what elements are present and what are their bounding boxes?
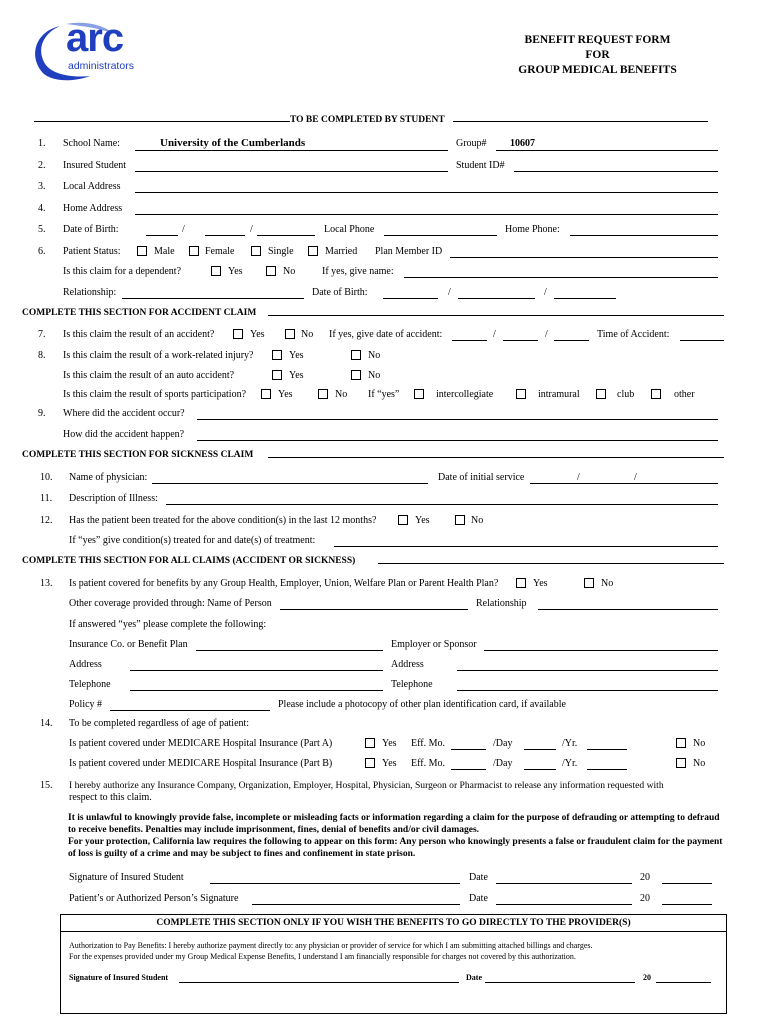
employer-telephone-label: Telephone	[391, 679, 433, 690]
relationship-label: Relationship:	[63, 287, 117, 298]
yr-label: /Yr.	[562, 738, 578, 749]
no-label: No	[471, 515, 484, 526]
local-address-label: Local Address	[63, 181, 121, 192]
medicare-a-day[interactable]	[524, 749, 556, 750]
student-id-field[interactable]	[514, 171, 718, 172]
sports-no-checkbox[interactable]	[318, 389, 328, 399]
work-injury-no-checkbox[interactable]	[351, 350, 361, 360]
q10-number: 10.	[40, 472, 53, 483]
married-checkbox[interactable]	[308, 246, 318, 256]
insured-student-label: Insured Student	[63, 160, 127, 171]
form-title-line2: FOR	[585, 49, 610, 61]
accident-time-label: Time of Accident:	[597, 329, 670, 340]
medicare-b-label: Is patient covered under MEDICARE Hospital Insurance (Part B)	[69, 758, 333, 769]
work-injury-question: Is this claim the result of a work-related injury?	[63, 350, 254, 361]
male-checkbox[interactable]	[137, 246, 147, 256]
intercollegiate-label: intercollegiate	[436, 389, 494, 400]
yes-label: Yes	[289, 370, 304, 381]
accident-location-field[interactable]	[197, 419, 718, 420]
insured-signature-date[interactable]	[496, 883, 632, 884]
patient-status-label: Patient Status:	[63, 246, 121, 257]
relationship-field[interactable]	[122, 298, 304, 299]
yes-label: Yes	[382, 758, 397, 769]
patient-signature-date[interactable]	[496, 904, 632, 905]
q11-number: 11.	[40, 493, 53, 504]
q9-number: 9.	[38, 408, 46, 419]
intramural-label: intramural	[538, 389, 580, 400]
form-title-line1: BENEFIT REQUEST FORM	[524, 34, 671, 46]
treated-question: Has the patient been treated for the above condition(s) in the last 12 months?	[69, 515, 377, 526]
no-label: No	[335, 389, 348, 400]
insurance-co-label: Insurance Co. or Benefit Plan	[69, 639, 188, 650]
initial-service-label: Date of initial service	[438, 472, 525, 483]
q8-number: 8.	[38, 350, 46, 361]
treated-no-checkbox[interactable]	[455, 515, 465, 525]
q13-number: 13.	[40, 578, 53, 589]
male-label: Male	[154, 246, 175, 257]
initial-service-field[interactable]	[530, 483, 718, 484]
dob-day-field[interactable]	[205, 235, 245, 236]
medicare-a-month[interactable]	[451, 749, 486, 750]
logo-text: arc	[66, 16, 124, 60]
plan-member-id-label: Plan Member ID	[375, 246, 443, 257]
single-checkbox[interactable]	[251, 246, 261, 256]
provider-section	[60, 914, 727, 1014]
insurance-address-field[interactable]	[130, 670, 383, 671]
work-injury-yes-checkbox[interactable]	[272, 350, 282, 360]
intramural-checkbox[interactable]	[516, 389, 526, 399]
auto-accident-question: Is this claim the result of an auto accident?	[63, 370, 235, 381]
authorization-text-cont: respect to this claim.	[69, 792, 152, 803]
year-prefix: 20	[640, 872, 650, 883]
medicare-a-no-checkbox[interactable]	[676, 738, 686, 748]
treated-yes-checkbox[interactable]	[398, 515, 408, 525]
policy-field[interactable]	[110, 710, 270, 711]
insurance-co-field[interactable]	[196, 650, 383, 651]
single-label: Single	[268, 246, 294, 257]
divider	[378, 563, 724, 564]
q12-number: 12.	[40, 515, 53, 526]
q6-number: 6.	[38, 246, 46, 257]
accident-date-month[interactable]	[452, 340, 487, 341]
group-value[interactable]: 10607	[510, 138, 535, 149]
plan-member-id-field[interactable]	[450, 257, 718, 258]
provider-signature-label: Signature of Insured Student	[69, 973, 169, 982]
school-name-line	[135, 150, 448, 151]
q2-number: 2.	[38, 160, 46, 171]
all-claims-section-heading: COMPLETE THIS SECTION FOR ALL CLAIMS (ACCIDENT OR SICKNESS)	[22, 556, 356, 566]
provider-signature-date[interactable]	[485, 982, 635, 983]
insured-signature-field[interactable]	[210, 883, 460, 884]
home-phone-field[interactable]	[570, 235, 718, 236]
treatment-details-field[interactable]	[334, 546, 718, 547]
yes-label: Yes	[250, 329, 265, 340]
illness-label: Description of Illness:	[69, 493, 158, 504]
dob-year-field[interactable]	[257, 235, 315, 236]
date-label: Date	[469, 872, 488, 883]
slash: /	[577, 472, 580, 483]
club-checkbox[interactable]	[596, 389, 606, 399]
divider	[61, 931, 726, 932]
if-answered-yes-label: If answered “yes” please complete the following:	[69, 619, 267, 630]
accident-question: Is this claim the result of an accident?	[63, 329, 215, 340]
accident-date-label: If yes, give date of accident:	[329, 329, 443, 340]
eff-mo-label: Eff. Mo.	[411, 758, 445, 769]
no-label: No	[693, 758, 706, 769]
provider-signature-field[interactable]	[179, 982, 459, 983]
employer-address-field[interactable]	[457, 670, 718, 671]
insurance-telephone-field[interactable]	[130, 690, 383, 691]
q7-number: 7.	[38, 329, 46, 340]
divider	[268, 315, 724, 316]
medicare-b-yes-checkbox[interactable]	[365, 758, 375, 768]
logo-subtext: administrators	[68, 60, 134, 72]
no-label: No	[693, 738, 706, 749]
dependent-no-checkbox[interactable]	[266, 266, 276, 276]
medicare-b-month[interactable]	[451, 769, 486, 770]
auto-no-checkbox[interactable]	[351, 370, 361, 380]
employer-field[interactable]	[484, 650, 718, 651]
accident-location-label: Where did the accident occur?	[63, 408, 185, 419]
dependent-dob-month[interactable]	[383, 298, 438, 299]
no-label: No	[301, 329, 314, 340]
q14-number: 14.	[40, 718, 53, 729]
coverage-person-label: Other coverage provided through: Name of Person	[69, 598, 272, 609]
no-label: No	[601, 578, 614, 589]
accident-no-checkbox[interactable]	[285, 329, 295, 339]
year-prefix: 20	[643, 973, 651, 982]
fraud-warning: It is unlawful to knowingly provide false, incomplete or misleading facts or information regarding a claim for the purpose of defrauding or attempting to defraud to receive benefits. Penalties may include imprisonment, fines, denial of benefits and/or civil damages.	[68, 813, 720, 835]
coverage-person-field[interactable]	[280, 609, 468, 610]
slash: /	[634, 472, 637, 483]
insured-signature-year[interactable]	[662, 883, 712, 884]
employer-label: Employer or Sponsor	[391, 639, 477, 650]
form-title-line3: GROUP MEDICAL BENEFITS	[518, 64, 677, 76]
treatment-details-label: If “yes” give condition(s) treated for and date(s) of treatment:	[69, 535, 316, 546]
insurance-telephone-label: Telephone	[69, 679, 111, 690]
other-coverage-question: Is patient covered for benefits by any Group Health, Employer, Union, Welfare Plan or Parent Health Plan?	[69, 578, 499, 589]
patient-signature-year[interactable]	[662, 904, 712, 905]
insurance-address-label: Address	[69, 659, 102, 670]
dependent-name-label: If yes, give name:	[322, 266, 394, 277]
medicare-a-yes-checkbox[interactable]	[365, 738, 375, 748]
no-label: No	[368, 370, 381, 381]
other-label: other	[674, 389, 695, 400]
q15-number: 15.	[40, 780, 53, 791]
local-address-field[interactable]	[135, 192, 718, 193]
accident-section-heading: COMPLETE THIS SECTION FOR ACCIDENT CLAIM	[22, 308, 257, 318]
insured-signature-label: Signature of Insured Student	[69, 872, 184, 883]
other-checkbox[interactable]	[651, 389, 661, 399]
day-label: /Day	[493, 738, 513, 749]
date-label: Date	[469, 893, 488, 904]
medicare-b-year[interactable]	[587, 769, 627, 770]
california-warning: For your protection, California law requires the following to appear on this form: Any person who knowingly presents a false or fraudulent claim for the payment of loss is guilty of a crime and may be subject to fines and confinement in state prison.	[68, 837, 723, 859]
slash: /	[544, 287, 547, 298]
yes-label: Yes	[278, 389, 293, 400]
provider-signature-year[interactable]	[656, 982, 711, 983]
coverage-yes-checkbox[interactable]	[516, 578, 526, 588]
yr-label: /Yr.	[562, 758, 578, 769]
patient-signature-field[interactable]	[252, 904, 460, 905]
medicare-a-year[interactable]	[587, 749, 627, 750]
female-label: Female	[205, 246, 235, 257]
illness-field[interactable]	[166, 504, 718, 505]
medicare-b-no-checkbox[interactable]	[676, 758, 686, 768]
coverage-no-checkbox[interactable]	[584, 578, 594, 588]
yes-label: Yes	[382, 738, 397, 749]
financial-responsibility-text: For the expenses provided under my Group Medical Expense Benefits, I understand I am financially responsible for charges not covered by this authorization.	[69, 952, 576, 961]
school-name-label: School Name:	[63, 138, 120, 149]
patient-signature-label: Patient’s or Authorized Person’s Signature	[69, 893, 239, 904]
slash: /	[493, 329, 496, 340]
dependent-question: Is this claim for a dependent?	[63, 266, 182, 277]
slash: /	[448, 287, 451, 298]
dependent-name-field[interactable]	[404, 277, 718, 278]
student-section-heading: TO BE COMPLETED BY STUDENT	[290, 115, 445, 125]
school-name-value[interactable]: University of the Cumberlands	[160, 137, 306, 149]
student-id-label: Student ID#	[456, 160, 505, 171]
group-label: Group#	[456, 138, 487, 149]
photocopy-note: Please include a photocopy of other plan identification card, if available	[278, 699, 566, 710]
dependent-dob-day[interactable]	[458, 298, 535, 299]
day-label: /Day	[493, 758, 513, 769]
local-phone-field[interactable]	[384, 235, 497, 236]
yes-label: Yes	[533, 578, 548, 589]
dependent-dob-year[interactable]	[554, 298, 616, 299]
auto-yes-checkbox[interactable]	[272, 370, 282, 380]
intercollegiate-checkbox[interactable]	[414, 389, 424, 399]
medicare-b-day[interactable]	[524, 769, 556, 770]
divider	[34, 121, 290, 122]
dependent-dob-label: Date of Birth:	[312, 287, 368, 298]
physician-field[interactable]	[152, 483, 428, 484]
local-phone-label: Local Phone	[324, 224, 375, 235]
home-phone-label: Home Phone:	[505, 224, 560, 235]
yes-label: Yes	[289, 350, 304, 361]
slash: /	[545, 329, 548, 340]
employer-address-label: Address	[391, 659, 424, 670]
q3-number: 3.	[38, 181, 46, 192]
club-label: club	[617, 389, 635, 400]
home-address-field[interactable]	[135, 214, 718, 215]
accident-date-year[interactable]	[554, 340, 589, 341]
accident-date-day[interactable]	[503, 340, 538, 341]
year-prefix: 20	[640, 893, 650, 904]
sports-question: Is this claim the result of sports participation?	[63, 389, 247, 400]
no-label: No	[368, 350, 381, 361]
married-label: Married	[325, 246, 358, 257]
divider	[453, 121, 708, 122]
dob-month-field[interactable]	[146, 235, 178, 236]
sports-yes-checkbox[interactable]	[261, 389, 271, 399]
policy-label: Policy #	[69, 699, 103, 710]
slash: /	[182, 224, 185, 235]
female-checkbox[interactable]	[189, 246, 199, 256]
provider-section-heading: COMPLETE THIS SECTION ONLY IF YOU WISH THE BENEFITS TO GO DIRECTLY TO THE PROVIDER(S)	[156, 918, 631, 928]
coverage-relationship-field[interactable]	[538, 609, 718, 610]
accident-how-field[interactable]	[197, 440, 718, 441]
no-label: No	[283, 266, 296, 277]
q5-number: 5.	[38, 224, 46, 235]
group-line	[496, 150, 718, 151]
q1-number: 1.	[38, 138, 46, 149]
accident-time-field[interactable]	[680, 340, 724, 341]
yes-label: Yes	[415, 515, 430, 526]
yes-label: Yes	[228, 266, 243, 277]
authorization-to-pay-text: Authorization to Pay Benefits: I hereby authorize payment directly to: any physician or provider of service for which I am submitting attached billings and charges.	[69, 941, 593, 950]
dob-label: Date of Birth:	[63, 224, 119, 235]
home-address-label: Home Address	[63, 203, 123, 214]
medicare-a-label: Is patient covered under MEDICARE Hospital Insurance (Part A)	[69, 738, 333, 749]
slash: /	[250, 224, 253, 235]
date-label: Date	[466, 973, 482, 982]
sickness-section-heading: COMPLETE THIS SECTION FOR SICKNESS CLAIM	[22, 450, 254, 460]
employer-telephone-field[interactable]	[457, 690, 718, 691]
dependent-yes-checkbox[interactable]	[211, 266, 221, 276]
q4-number: 4.	[38, 203, 46, 214]
insured-student-field[interactable]	[135, 171, 448, 172]
if-yes-label: If “yes”	[368, 389, 400, 400]
divider	[268, 457, 724, 458]
coverage-relationship-label: Relationship	[476, 598, 527, 609]
accident-how-label: How did the accident happen?	[63, 429, 185, 440]
physician-label: Name of physician:	[69, 472, 148, 483]
medicare-intro-label: To be completed regardless of age of patient:	[69, 718, 250, 729]
accident-yes-checkbox[interactable]	[233, 329, 243, 339]
authorization-text: I hereby authorize any Insurance Company, Organization, Employer, Hospital, Physician, Surgeon or Pharmacist to release any information requested with	[69, 780, 664, 791]
eff-mo-label: Eff. Mo.	[411, 738, 445, 749]
